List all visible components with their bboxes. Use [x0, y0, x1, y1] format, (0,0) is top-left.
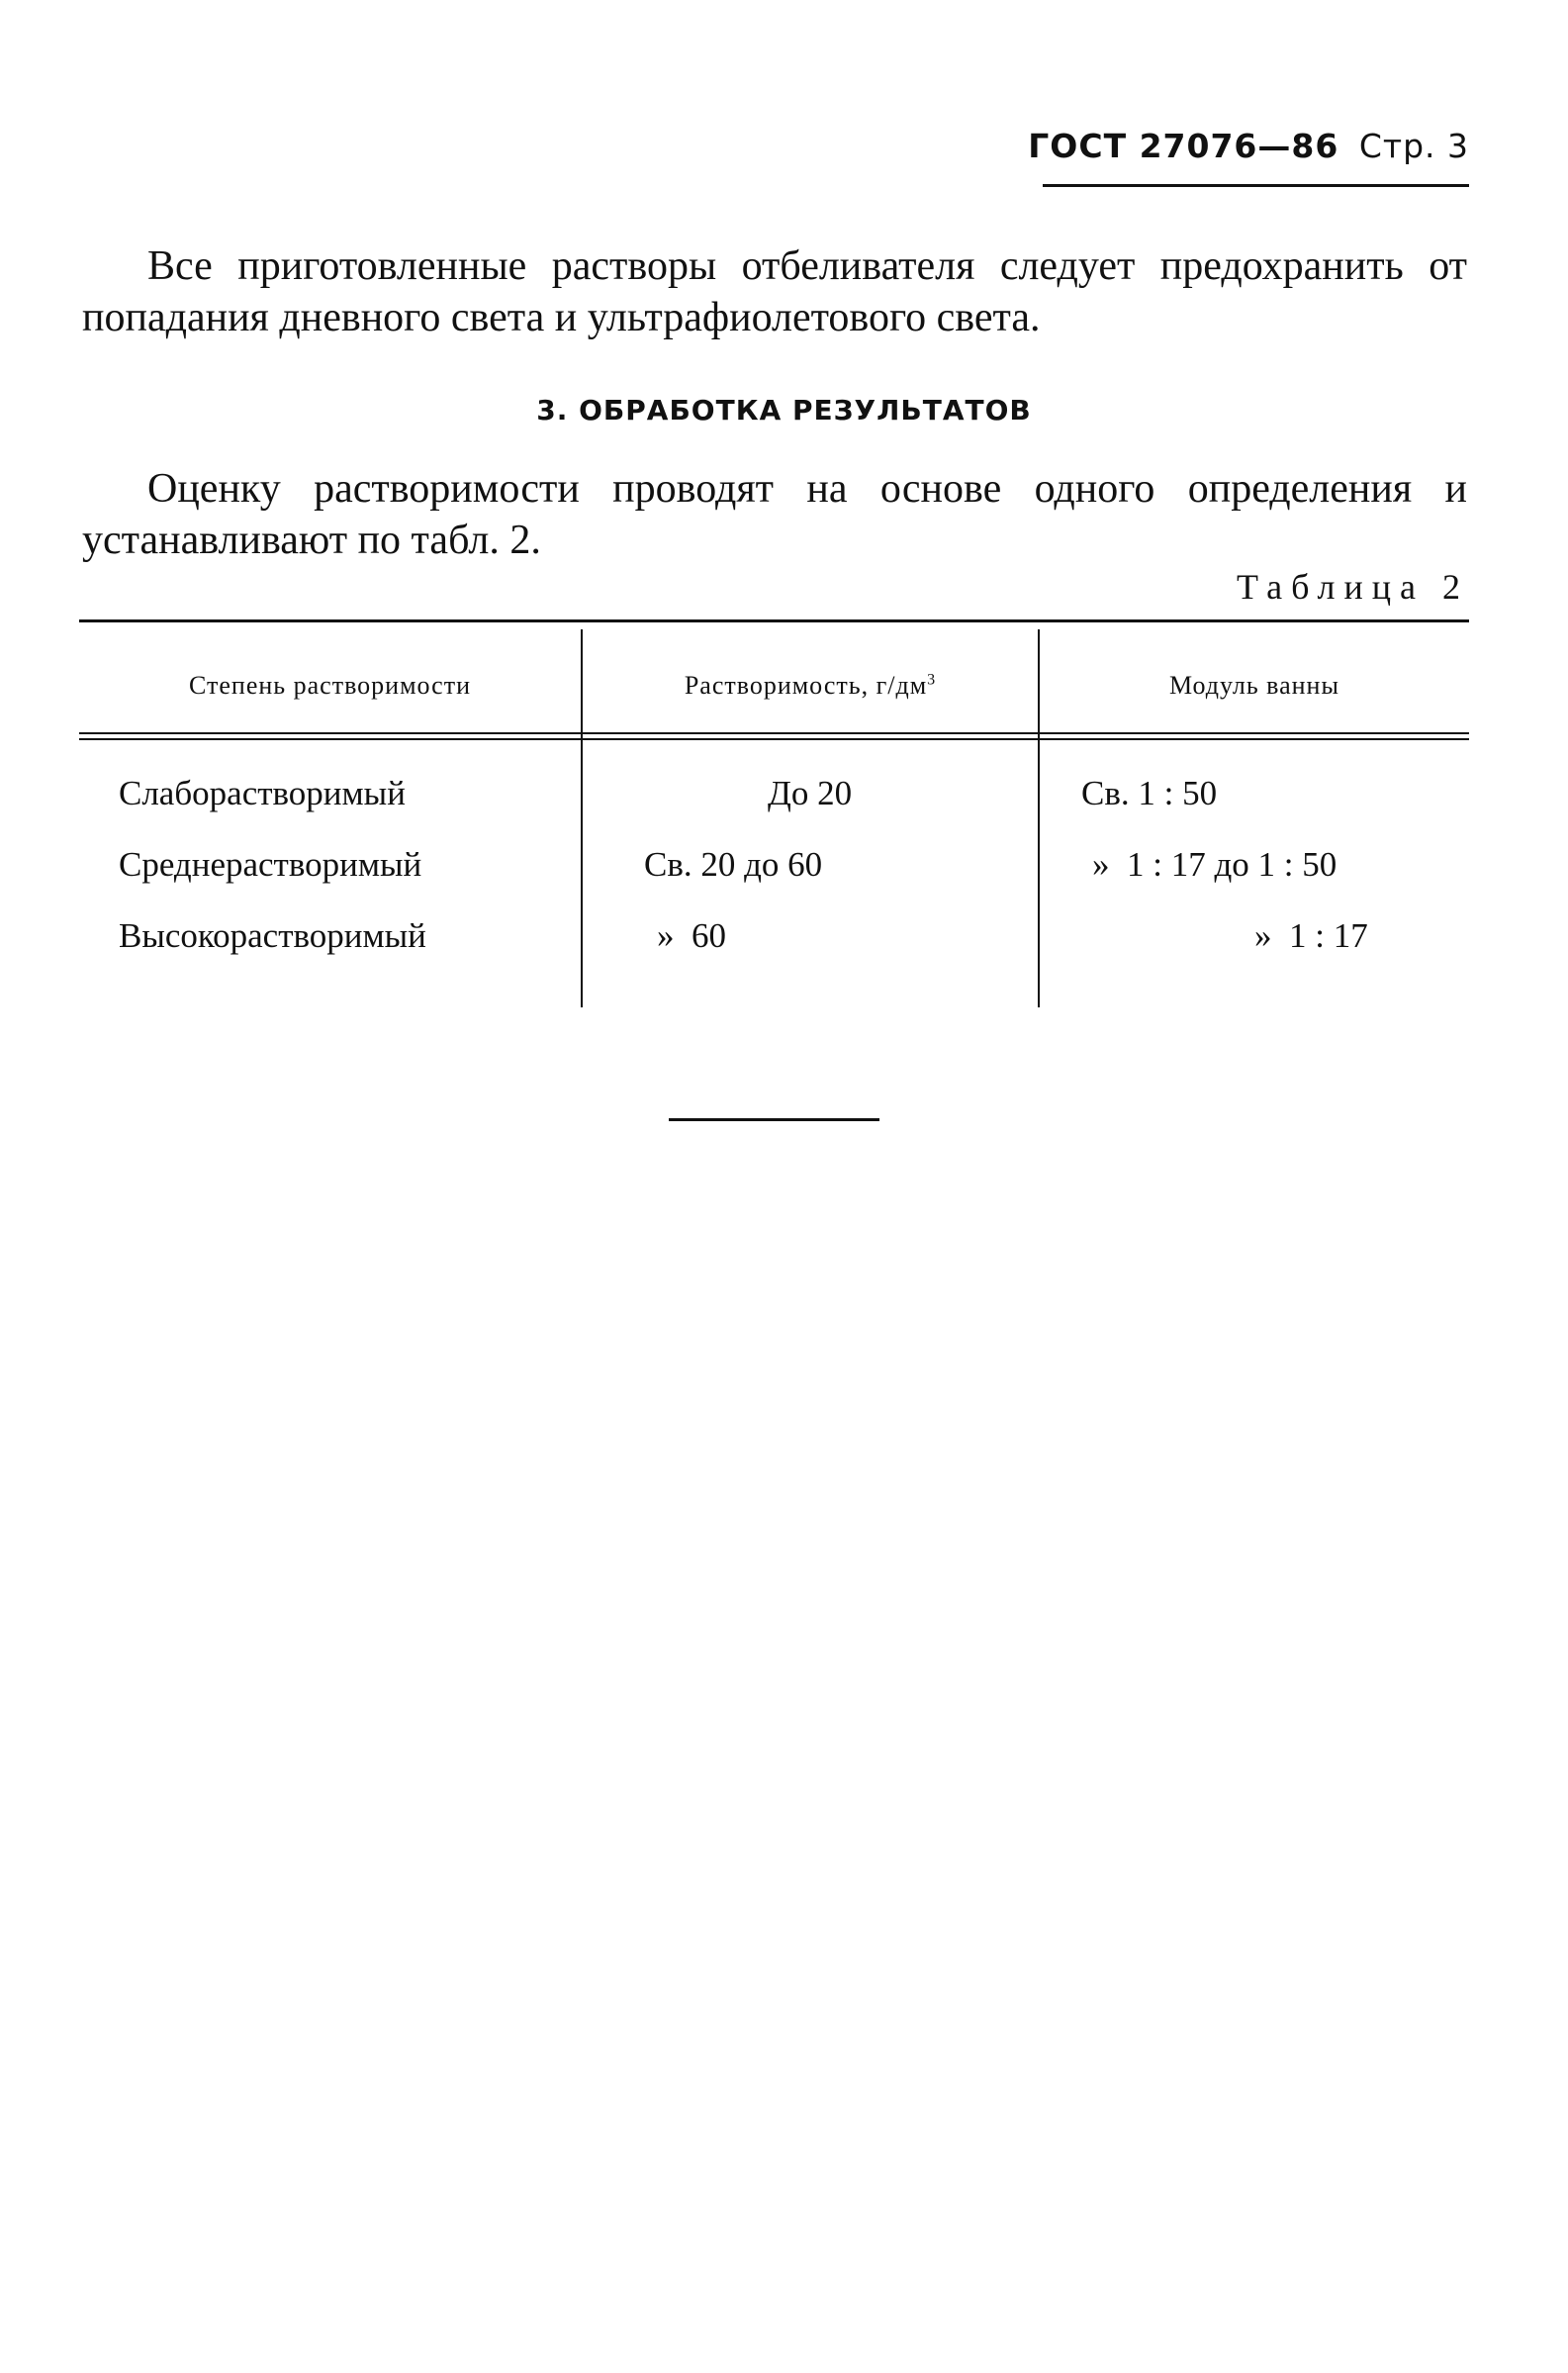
cell-module: Св. 1 : 50	[1081, 774, 1218, 812]
header-solubility-exponent: 3	[927, 671, 937, 689]
cell-module: » 1 : 17 до 1 : 50	[1092, 845, 1337, 884]
table-label: Таблица 2	[1237, 567, 1469, 607]
page-header	[1028, 127, 1469, 165]
cell-module: » 1 : 17	[1254, 916, 1368, 955]
cell-solubility: » 60	[657, 916, 726, 955]
header-solubility-text: Растворимость, г/дм	[684, 671, 928, 700]
paragraph-evaluation: Оценку растворимости проводят на основе одного определения и устанавливают по табл. 2.	[82, 466, 1467, 563]
cell-degree: Высокорастворимый	[119, 916, 426, 955]
cell-solubility: До 20	[768, 774, 853, 812]
cell-degree: Среднерастворимый	[119, 845, 422, 884]
cell-solubility: Св. 20 до 60	[644, 845, 823, 884]
table-top-rule	[79, 619, 1469, 622]
cell-degree: Слаборастворимый	[119, 774, 406, 812]
page-number: Стр. 3	[1358, 127, 1469, 165]
header-degree: Степень растворимости	[189, 671, 471, 700]
table-header-double-rule	[79, 732, 1469, 740]
standard-number: ГОСТ 27076—86	[1028, 127, 1339, 165]
section-title: 3. ОБРАБОТКА РЕЗУЛЬТАТОВ	[536, 394, 1032, 427]
header-bath-module: Модуль ванны	[1169, 671, 1339, 700]
header-solubility	[583, 671, 1038, 701]
paragraph-bleach-storage: Все приготовленные растворы отбеливателя следует предохранить от попадания дневного света и ультрафиолетового света.	[82, 243, 1467, 340]
end-of-text-rule	[669, 1118, 879, 1121]
header-rule	[1043, 184, 1469, 187]
